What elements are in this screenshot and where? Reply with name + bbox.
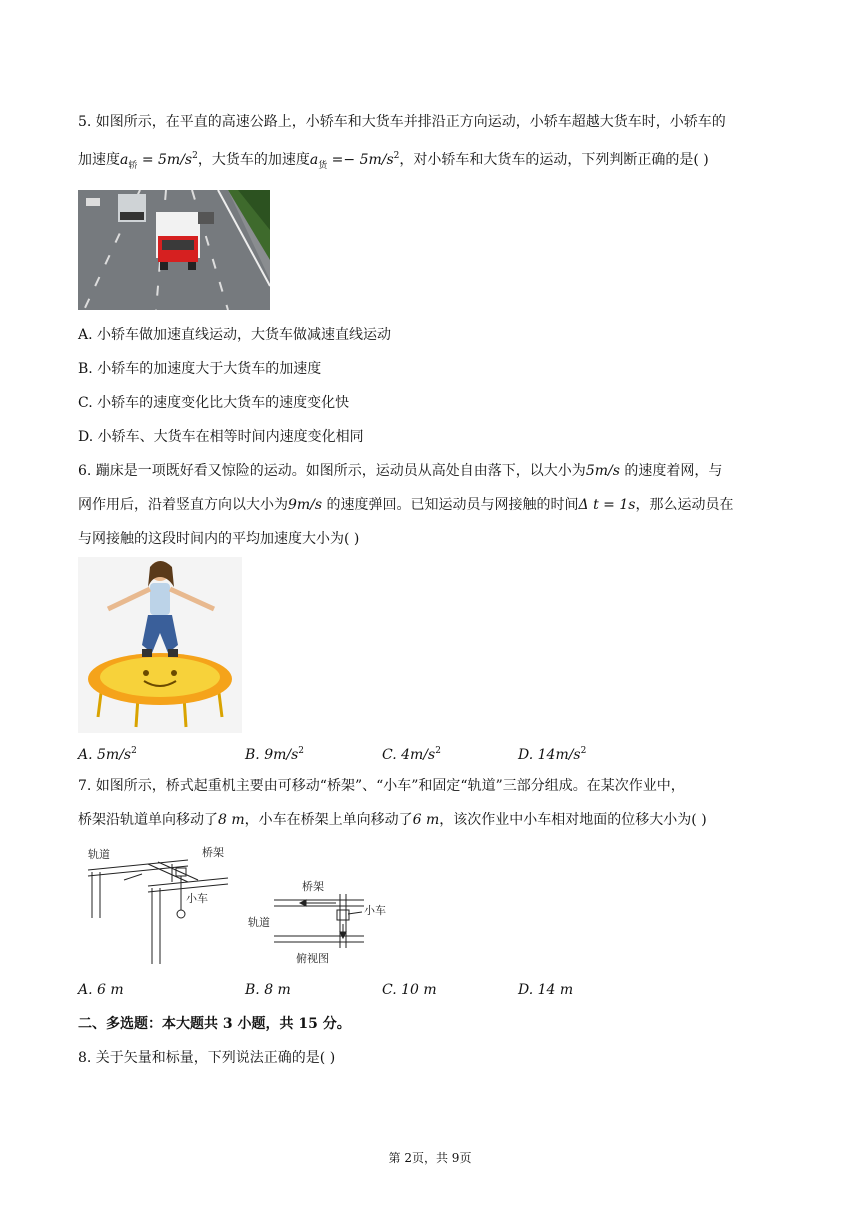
svg-text:轨道: 轨道 — [88, 848, 110, 861]
svg-text:桥架: 桥架 — [302, 880, 324, 893]
svg-text:桥架: 桥架 — [202, 846, 224, 859]
q6-stem-line2: 网作用后，沿着竖直方向以大小为9m/s 的速度弹回。已知运动员与网接触的时间Δ t = 1s，那么运动员在 — [78, 497, 734, 513]
q7-option-d: D. 14 m — [518, 982, 574, 998]
highway-photo — [78, 190, 270, 310]
q7-stem-line1: 7. 如图所示，桥式起重机主要由可移动“桥架”、“小车”和固定“轨道”三部分组成。在某次作业中， — [78, 778, 685, 794]
q7-option-c: C. 10 m — [382, 982, 437, 998]
q6-option-d: D. $14m/s^2$ — [518, 746, 587, 763]
q6-option-a: A. $5m/s^2$ — [78, 746, 137, 763]
svg-text:轨道: 轨道 — [248, 916, 270, 929]
svg-text:小车: 小车 — [186, 892, 208, 905]
q6-stem-line3: 与网接触的这段时间内的平均加速度大小为( ) — [78, 531, 360, 547]
section-heading: 二、多选题：本大题共 3 小题，共 15 分。 — [78, 1016, 351, 1032]
q6-option-c: C. $4m/s^2$ — [382, 746, 441, 763]
q8-stem: 8. 关于矢量和标量，下列说法正确的是( ) — [78, 1050, 336, 1066]
svg-text:俯视图: 俯视图 — [296, 952, 329, 965]
q5-option-b: B. 小轿车的加速度大于大货车的加速度 — [78, 361, 322, 377]
q7-option-a: A. 6 m — [78, 982, 124, 998]
crane-perspective-diagram — [78, 842, 238, 976]
crane-top-view-diagram — [244, 876, 398, 966]
q5-stem-line1: 5. 如图所示，在平直的高速公路上，小轿车和大货车并排沿正方向运动，小轿车超越大货车时，小轿车的 — [78, 114, 726, 130]
q7-stem-line2: 桥架沿轨道单向移动了8 m，小车在桥架上单向移动了6 m，该次作业中小车相对地面的位移大小为( ) — [78, 812, 707, 828]
q6-stem-line1: 6. 蹦床是一项既好看又惊险的运动。如图所示，运动员从高处自由落下，以大小为5m/s 的速度着网，与 — [78, 463, 723, 479]
q5-stem-line2: 加速度$a_轿 = 5m/s^2$，大货车的加速度$a_货 =- 5m/s^2$，对小轿车和大货车的运动，下列判断正确的是( ) — [78, 151, 709, 171]
svg-text:小车: 小车 — [364, 904, 386, 917]
q5-option-c: C. 小轿车的速度变化比大货车的速度变化快 — [78, 395, 350, 411]
q6-option-b: B. $9m/s^2$ — [245, 746, 305, 763]
page-footer: 第 2页，共 9页 — [388, 1151, 472, 1165]
q5-option-d: D. 小轿车、大货车在相等时间内速度变化相同 — [78, 429, 364, 445]
trampoline-photo — [78, 557, 242, 733]
q7-option-b: B. 8 m — [245, 982, 291, 998]
q5-option-a: A. 小轿车做加速直线运动，大货车做减速直线运动 — [78, 327, 392, 343]
